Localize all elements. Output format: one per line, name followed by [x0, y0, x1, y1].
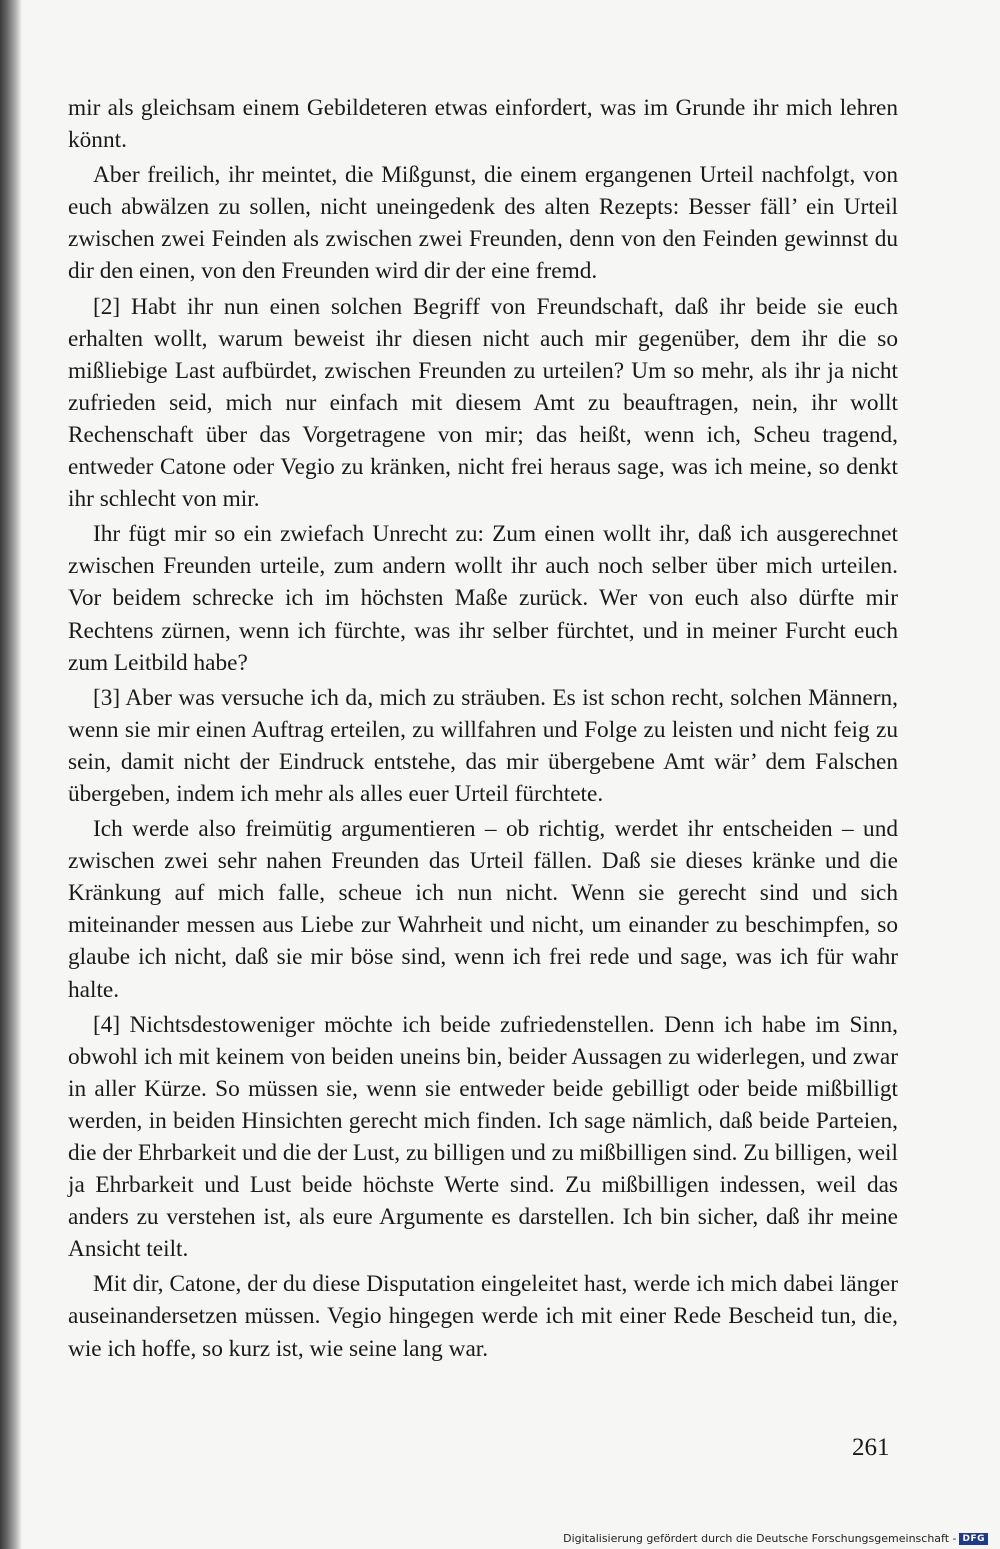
page-number: 261 — [852, 1434, 890, 1461]
paragraph: Aber freilich, ihr meintet, die Mißgunst, die einem ergangenen Urteil nachfolgt, von euch abwälzen zu sollen, nicht uneingedenk des alten Rezepts: Besser fäll’ ein Urteil zwischen zwei Feinden als zwischen zwei Freunden, denn von den Feinden gewinnst du dir den einen, von den Freunden wird dir der eine fremd. — [68, 162, 898, 285]
dfg-logo: DFG — [959, 1533, 988, 1545]
paragraph: [3] Aber was versuche ich da, mich zu sträuben. Es ist schon recht, solchen Männern, wenn sie mir einen Auftrag erteilen, zu willfahren und Folge zu leisten und nicht feig zu sein, damit nicht der Eindruck entstehe, das mir übergebene Amt wär’ dem Falschen übergeben, indem ich mehr als alles euer Urteil fürchtete. — [68, 684, 898, 807]
paragraph: Mit dir, Catone, der du diese Disputation eingeleitet hast, werde ich mich dabei länger auseinandersetzen müssen. Vegio hingegen werde ich mit einer Rede Bescheid tun, die, wie ich hoffe, so kurz ist, wie seine lang war. — [68, 1271, 898, 1362]
paragraph: Ihr fügt mir so ein zwiefach Unrecht zu: Zum einen wollt ihr, daß ich ausgerechnet zwischen Freunden urteile, zum andern wollt ihr auch noch selber über mich urteilen. Vor beidem schrecke ich im höchsten Maße zurück. Wer von euch also dürfte mir Rechtens zürnen, wenn ich fürchte, was ihr selber fürchtet, und in meiner Furcht euch zum Leitbild habe? — [68, 521, 898, 676]
book-spine-shadow — [0, 0, 22, 1549]
paragraph: [4] Nichtsdestoweniger möchte ich beide zufriedenstellen. Denn ich habe im Sinn, obwohl ich mit keinem von beiden uneins bin, beider Aussagen zu widerlegen, und zwar in aller Kürze. So müssen sie, wenn sie entweder beide gebilligt oder beide mißbilligt werden, in beiden Hinsichten gerecht mich finden. Ich sage nämlich, daß beide Parteien, die der Ehrbarkeit und die der Lust, zu billigen und zu mißbilligen sind. Zu billigen, weil ja Ehrbarkeit und Lust beide höchste Werte sind. Zu mißbilligen indessen, weil das anders zu verstehen ist, als eure Argumente es darstellen. Ich bin sicher, daß ihr meine Ansicht teilt. — [68, 1011, 898, 1263]
paragraph: mir als gleichsam einem Gebildeteren etwas einfordert, was im Grunde ihr mich lehren könnt. — [68, 95, 898, 154]
body-text — [68, 92, 898, 1365]
paragraph: Ich werde also freimütig argumentieren – ob richtig, werdet ihr entscheiden – und zwischen zwei sehr nahen Freunden das Urteil fällen. Daß sie dieses kränke und die Kränkung auf mich falle, scheue ich nun nicht. Wenn sie gerecht sind und sich miteinander messen aus Liebe zur Wahrheit und nicht, um einander zu beschimpfen, so glaube ich nicht, daß sie mir böse sind, wenn ich frei rede und sage, was ich für wahr halte. — [68, 816, 898, 1003]
digitization-footer — [563, 1532, 988, 1545]
paragraph: [2] Habt ihr nun einen solchen Begriff von Freundschaft, daß ihr beide sie euch erhalten wollt, warum beweist ihr diesen nicht auch mir gegenüber, dem ihr die so mißliebige Last aufbürdet, zwischen Freunden zu urteilen? Um so mehr, als ihr ja nicht zufrieden seid, mich nur einfach mit diesem Amt zu beauftragen, nein, ihr wollt Rechenschaft über das Vorgetragene von mir; das heißt, wenn ich, Scheu tragend, entweder Catone oder Vegio zu kränken, nicht frei heraus sage, was ich meine, so denkt ihr schlecht von mir. — [68, 293, 898, 513]
footer-text: Digitalisierung gefördert durch die Deutsche Forschungsgemeinschaft - — [563, 1532, 957, 1545]
